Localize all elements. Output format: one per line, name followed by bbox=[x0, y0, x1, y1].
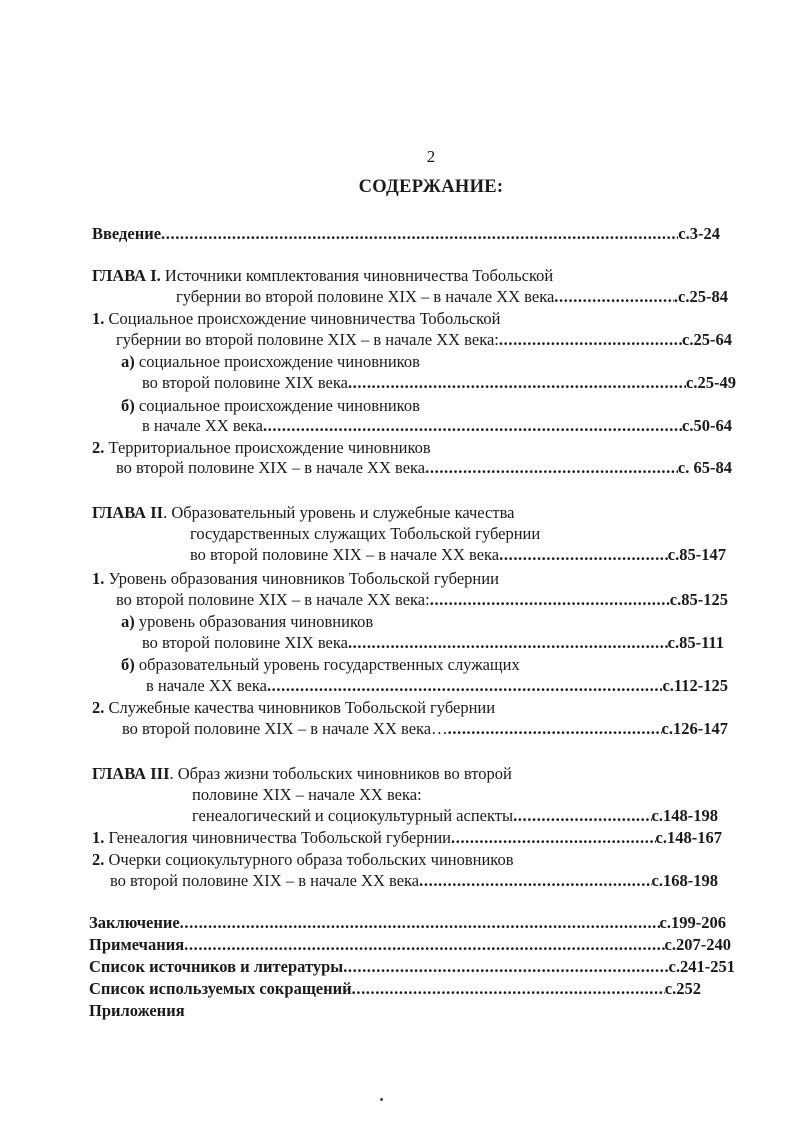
subsection-label: б) bbox=[121, 655, 135, 674]
leader-dots bbox=[430, 590, 670, 610]
section-number: 1. bbox=[92, 828, 105, 847]
chapter3-section2-line1 bbox=[92, 850, 514, 870]
leader-dots bbox=[263, 416, 682, 436]
chapter-title: губернии во второй половине XIX – в начале XX века bbox=[176, 287, 555, 306]
leader-dots bbox=[499, 330, 682, 350]
leader-dots bbox=[448, 719, 662, 739]
subsection-title: в начале XX века bbox=[142, 416, 263, 435]
subsection-title: во второй половине XIX века bbox=[142, 633, 348, 652]
subsection-title: социальное происхождение чиновников bbox=[134, 352, 420, 371]
chapter1-section1a-line1 bbox=[121, 352, 420, 372]
chapter3-section2-line2 bbox=[110, 871, 718, 891]
chapter-title: генеалогический и социокультурный аспекты bbox=[192, 806, 514, 825]
toc-page: с.85-125 bbox=[669, 590, 728, 609]
leader-dots bbox=[451, 828, 656, 848]
subsection-title: уровень образования чиновников bbox=[134, 612, 374, 631]
chapter2-section1a-line1 bbox=[121, 612, 373, 632]
chapter1-section1-line1 bbox=[92, 309, 500, 329]
leader-dots bbox=[180, 913, 660, 933]
leader-dots bbox=[352, 979, 665, 999]
chapter3-title-line1 bbox=[92, 764, 512, 784]
chapter3-title-line2 bbox=[192, 785, 422, 805]
section-title: во второй половине XIX – в начале XX века… bbox=[122, 719, 448, 738]
leader-dots bbox=[267, 676, 663, 696]
leader-dots bbox=[499, 545, 668, 565]
toc-page: с.148-198 bbox=[651, 806, 718, 825]
toc-page: с.241-251 bbox=[668, 957, 735, 976]
toc-label: Примечания bbox=[89, 935, 185, 954]
chapter-title: во второй половине XIX – в начале XX века bbox=[190, 545, 500, 564]
chapter3-title-line3 bbox=[192, 806, 718, 826]
chapter-label: ГЛАВА III bbox=[92, 764, 170, 783]
toc-page: с.112-125 bbox=[662, 676, 728, 695]
chapter2-section1a-line2 bbox=[142, 633, 724, 653]
chapter2-title-line1 bbox=[92, 503, 514, 523]
chapter2-title-line3 bbox=[190, 545, 726, 565]
chapter2-section1-line2 bbox=[116, 590, 728, 610]
toc-page: с.85-147 bbox=[667, 545, 726, 564]
leader-dots bbox=[348, 633, 668, 653]
leader-dots bbox=[184, 935, 664, 955]
section-title: Генеалогия чиновничества Тобольской губернии bbox=[104, 828, 451, 847]
chapter2-section2-line2 bbox=[122, 719, 728, 739]
subsection-label: а) bbox=[121, 612, 135, 631]
toc-page: с.199-206 bbox=[659, 913, 726, 932]
leader-dots bbox=[554, 287, 674, 307]
chapter-title: половине XIX – начале XX века: bbox=[192, 785, 422, 804]
toc-page: с. 65-84 bbox=[677, 458, 732, 477]
section-title: Служебные качества чиновников Тобольской губернии bbox=[104, 698, 496, 717]
section-number: 2. bbox=[92, 698, 105, 717]
section-title: губернии во второй половине XIX – в начале XX века: bbox=[116, 330, 499, 349]
page-number: 2 bbox=[426, 147, 436, 166]
chapter2-section2-line1 bbox=[92, 698, 495, 718]
chapter-title: государственных служащих Тобольской губернии bbox=[190, 524, 541, 543]
leader-dots bbox=[425, 458, 678, 478]
toc-label: Заключение bbox=[89, 913, 180, 932]
section-title: Территориальное происхождение чиновников bbox=[104, 438, 431, 457]
section-title: во второй половине XIX – в начале XX века bbox=[116, 458, 426, 477]
toc-label: Приложения bbox=[89, 1001, 185, 1020]
toc-page: с.126-147 bbox=[661, 719, 728, 738]
section-title: во второй половине XIX – в начале XX века bbox=[110, 871, 420, 890]
page-title: СОДЕРЖАНИЕ: bbox=[358, 177, 504, 197]
subsection-label: а) bbox=[121, 352, 135, 371]
scan-speck bbox=[380, 1098, 383, 1101]
chapter1-section2-line2 bbox=[116, 458, 732, 478]
chapter1-title-line2 bbox=[176, 287, 728, 307]
toc-page: с.148-167 bbox=[655, 828, 722, 847]
toc-entry-sources bbox=[89, 957, 735, 977]
chapter2-section1b-line2 bbox=[146, 676, 728, 696]
chapter-label: ГЛАВА II bbox=[92, 503, 164, 522]
chapter1-section1b-line1 bbox=[121, 396, 420, 416]
leader-dots bbox=[161, 224, 678, 244]
chapter2-section1b-line1 bbox=[121, 655, 520, 675]
chapter-title: . Образовательный уровень и служебные качества bbox=[163, 503, 515, 522]
toc-entry-notes bbox=[89, 935, 731, 955]
chapter-label: ГЛАВА I. bbox=[92, 266, 161, 285]
section-title: Уровень образования чиновников Тобольской губернии bbox=[104, 569, 499, 588]
toc-entry-intro bbox=[92, 224, 720, 244]
chapter3-section1 bbox=[92, 828, 722, 848]
toc-entry-abbreviations bbox=[89, 979, 701, 999]
subsection-title: в начале XX века bbox=[146, 676, 267, 695]
toc-label: Список источников и литературы bbox=[89, 957, 344, 976]
toc-page: с.168-198 bbox=[651, 871, 718, 890]
chapter1-section1-line2 bbox=[116, 330, 732, 350]
chapter1-title-line1 bbox=[92, 266, 553, 286]
subsection-label: б) bbox=[121, 396, 135, 415]
toc-page: с.85-111 bbox=[667, 633, 724, 652]
subsection-title: образовательный уровень государственных служащих bbox=[134, 655, 520, 674]
chapter2-title-line2 bbox=[190, 524, 540, 544]
chapter1-section1b-line2 bbox=[142, 416, 732, 436]
subsection-title: социальное происхождение чиновников bbox=[134, 396, 420, 415]
toc-page: с.207-240 bbox=[664, 935, 731, 954]
toc-entry-conclusion bbox=[89, 913, 726, 933]
leader-dots bbox=[343, 957, 668, 977]
chapter1-section1a-line2 bbox=[142, 373, 736, 393]
subsection-title: во второй половине XIX века bbox=[142, 373, 348, 392]
leader-dots bbox=[348, 373, 686, 393]
toc-page: с.3-24 bbox=[678, 224, 720, 243]
section-title: во второй половине XIX – в начале XX века: bbox=[116, 590, 430, 609]
section-number: 1. bbox=[92, 309, 105, 328]
section-number: 2. bbox=[92, 438, 105, 457]
toc-label: Введение bbox=[92, 224, 162, 243]
toc-page: с.252 bbox=[664, 979, 701, 998]
section-number: 2. bbox=[92, 850, 105, 869]
toc-label: Список используемых сокращений bbox=[89, 979, 352, 998]
toc-page: с.25-49 bbox=[686, 373, 736, 392]
chapter-title: Источники комплектования чиновничества Тобольской bbox=[160, 266, 554, 285]
toc-page: с.25-64 bbox=[682, 330, 732, 349]
chapter-title: . Образ жизни тобольских чиновников во второй bbox=[169, 764, 512, 783]
section-title: Социальное происхождение чиновничества Тобольской bbox=[104, 309, 501, 328]
chapter1-section2-line1 bbox=[92, 438, 431, 458]
leader-dots bbox=[419, 871, 651, 891]
toc-entry-appendix bbox=[89, 1001, 185, 1021]
section-number: 1. bbox=[92, 569, 105, 588]
leader-dots bbox=[513, 806, 651, 826]
section-title: Очерки социокультурного образа тобольских чиновников bbox=[104, 850, 514, 869]
toc-page: .с.25-84 bbox=[673, 287, 728, 306]
chapter2-section1-line1 bbox=[92, 569, 499, 589]
toc-page: с.50-64 bbox=[682, 416, 732, 435]
